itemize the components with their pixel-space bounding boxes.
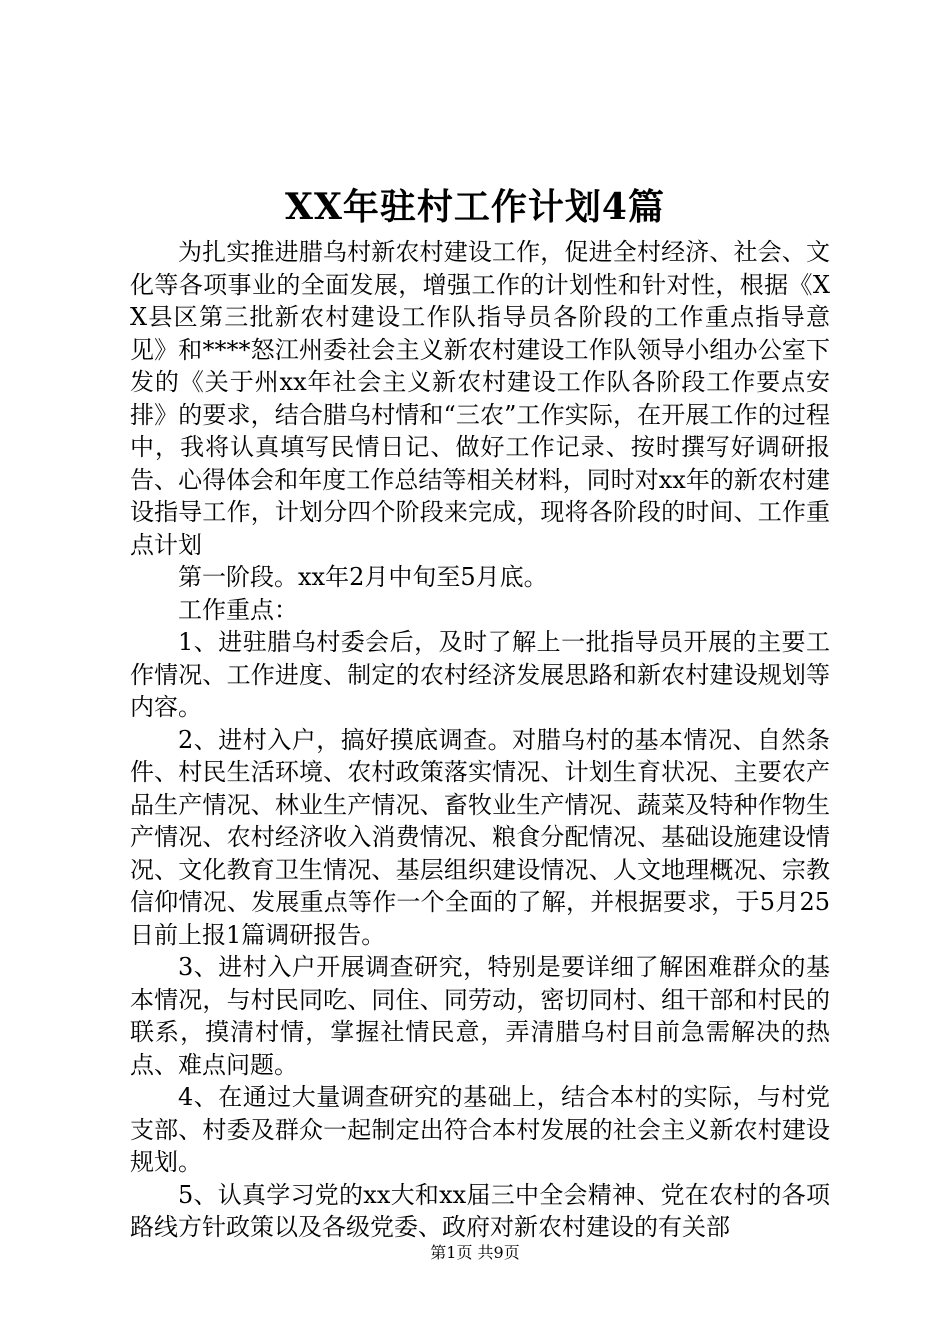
paragraph-item-5: 5、认真学习党的xx大和xx届三中全会精神、党在农村的各项路线方针政策以及各级党委、政府对新农村建设的有关部 [130,1180,830,1241]
page-footer: 第1页 共9页 [430,1243,520,1262]
document-body [130,236,830,1244]
paragraph-stage-one: 第一阶段。xx年2月中旬至5月底。 [178,563,548,591]
paragraph-intro: 为扎实推进腊乌村新农村建设工作，促进全村经济、社会、文化等各项事业的全面发展，增强工作的计划性和针对性，根据《XX县区第三批新农村建设工作队指导员各阶段的工作重点指导意见》和****怒江州委社会主义新农村建设工作队领导小组办公室下发的《关于州xx年社会主义新农村建设工作队各阶段工作要点安排》的要求，结合腊乌村情和“三农”工作实际，在开展工作的过程中，我将认真填写民情日记、做好工作记录、按时撰写好调研报告、心得体会和年度工作总结等相关材料，同时对xx年的新农村建设指导工作，计划分四个阶段来完成，现将各阶段的时间、工作重点计划 [130,238,830,559]
paragraph-item-1: 1、进驻腊乌村委会后，及时了解上一批指导员开展的主要工作情况、工作进度、制定的农村经济发展思路和新农村建设规划等内容。 [130,628,830,721]
paragraph-item-3: 3、进村入户开展调查研究，特别是要详细了解困难群众的基本情况，与村民同吃、同住、同劳动，密切同村、组干部和村民的联系，摸清村情，掌握社情民意，弄清腊乌村目前急需解决的热点、难点问题。 [130,953,830,1079]
paragraph-item-4: 4、在通过大量调查研究的基础上，结合本村的实际，与村党支部、村委及群众一起制定出符合本村发展的社会主义新农村建设规划。 [130,1083,830,1176]
document-title: XX年驻村工作计划4篇 [285,186,665,228]
paragraph-work-focus: 工作重点： [178,595,298,624]
paragraph-item-2: 2、进村入户，搞好摸底调查。对腊乌村的基本情况、自然条件、村民生活环境、农村政策落实情况、计划生育状况、主要农产品生产情况、林业生产情况、畜牧业生产情况、蔬菜及特种作物生产情况、农村经济收入消费情况、粮食分配情况、基础设施建设情况、文化教育卫生情况、基层组织建设情况、人文地理概况、宗教信仰情况、发展重点等作一个全面的了解，并根据要求，于5月25日前上报1篇调研报告。 [130,725,830,949]
